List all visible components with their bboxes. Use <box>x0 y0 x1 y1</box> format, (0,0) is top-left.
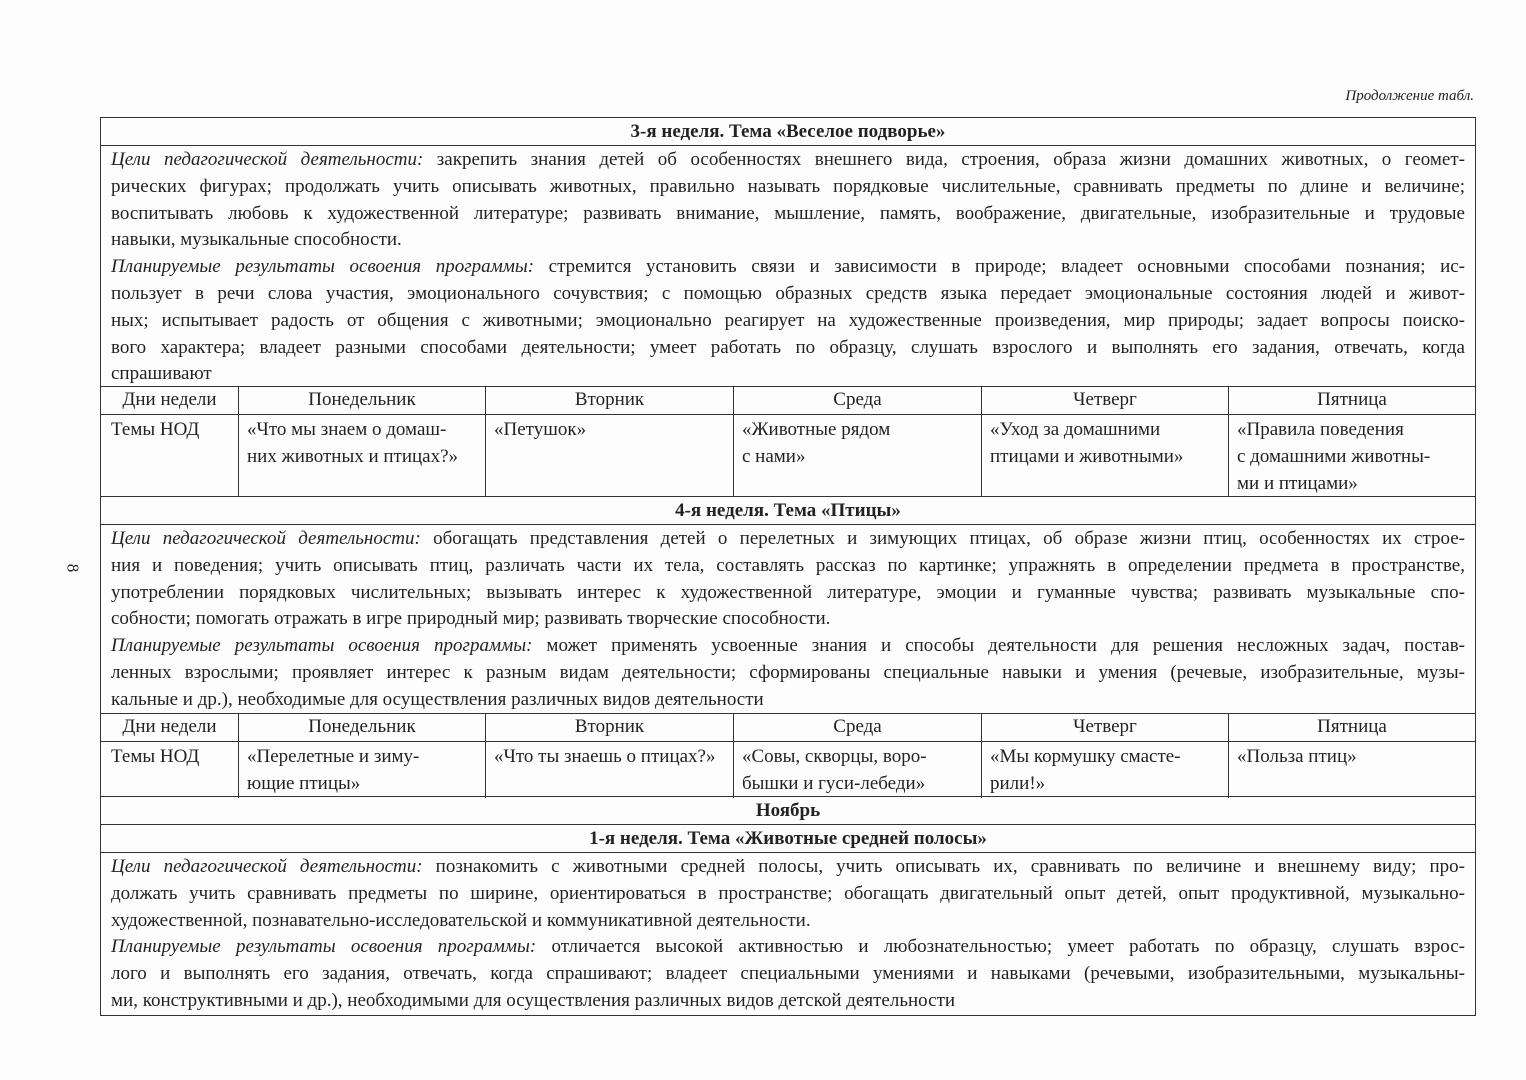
day-header: Понедельник <box>239 387 486 414</box>
day-header: Пятница <box>1317 716 1387 737</box>
results-line <box>111 281 1465 308</box>
topic-cell <box>982 415 1229 497</box>
days-label: Дни недели <box>101 387 239 414</box>
results-line <box>111 988 1465 1015</box>
results-line-text: лого и выполнять его задания, отвечать, когда спрашивают; владеет специальными умениями и навыками (речевыми, изобразительными, музыкальны- <box>111 963 1465 985</box>
day-header: Понедельник <box>239 714 486 741</box>
goals-line-text: навыки, музыкальные способности. <box>111 229 402 251</box>
goals-line <box>111 606 1465 633</box>
results-line <box>111 254 1465 281</box>
topic-line: с нами» <box>742 445 806 467</box>
results-line-text: вого характера; владеет разными способами деятельности; умеет работать по образцу, слушать взрослого и выполнять его задания, отвечать, когда <box>111 336 1465 358</box>
topic-line: с домашними животны- <box>1237 445 1431 467</box>
day-header: Четверг <box>982 387 1229 414</box>
topic-line: «Совы, скворцы, воро- <box>742 746 927 767</box>
continuation-note: Продолжение табл. <box>1345 88 1474 104</box>
topic-cell <box>734 415 982 497</box>
days-header-row <box>101 714 1475 742</box>
topic-line: «Правила поведения <box>1237 419 1404 440</box>
goals-label: Цели педагогической деятельности: <box>111 856 423 877</box>
goals-line <box>111 580 1465 607</box>
topic-line: ми и птицами» <box>1237 472 1358 494</box>
results-line-text: пользует в речи слова участия, эмоционального сочувствия; с помощью образных средств языка передает эмоциональные состояния людей и живот- <box>111 282 1465 304</box>
goals-line-text: собности; помогать отражать в игре природный мир; развивать творческие способности. <box>111 608 831 630</box>
goals-line-text: закрепить знания детей об особенностях внешнего вида, строения, образа жизни домашних животных, о геомет- <box>423 149 1465 170</box>
results-line <box>111 961 1465 988</box>
topic-line: «Польза птиц» <box>1237 746 1357 767</box>
topic-line: птицами и животными» <box>990 445 1184 467</box>
topic-line: «Петушок» <box>494 419 587 440</box>
goals-line <box>111 174 1465 201</box>
day-header: Четверг <box>982 714 1229 741</box>
results-label: Планируемые результаты освоения программы: <box>111 936 537 958</box>
topic-line: ющие птицы» <box>247 772 361 794</box>
results-line <box>111 660 1465 687</box>
results-line <box>111 633 1465 660</box>
topic-line: «Мы кормушку смасте- <box>990 746 1181 767</box>
topic-line: «Что ты знаешь о птицах?» <box>494 746 716 767</box>
results-line <box>111 308 1465 335</box>
week-description <box>101 525 1475 714</box>
results-line <box>111 335 1465 362</box>
topic-cell <box>486 742 734 798</box>
topic-cell <box>734 742 982 798</box>
goals-line <box>111 227 1465 254</box>
day-header: Среда <box>734 387 982 414</box>
week-description <box>101 146 1475 387</box>
topic-line: «Перелетные и зиму- <box>247 746 420 767</box>
results-line <box>111 687 1465 714</box>
goals-line-text: познакомить с животными средней полосы, учить описывать их, сравнивать по величине и внешнему виду; про- <box>422 856 1465 877</box>
results-line-text: ных; испытывает радость от общения с животными; эмоционально реагирует на художественные произведения, мир природы; задает вопросы поиско- <box>111 309 1465 331</box>
goals-line-text: употреблении порядковых числительных; вызывать интерес к художественной литературе, эмоции и гуманные чувства; развивать музыкальные спо- <box>111 581 1465 603</box>
topic-line: бышки и гуси-лебеди» <box>742 772 926 794</box>
topic-line: «Уход за домашними <box>990 419 1161 440</box>
goals-label: Цели педагогической деятельности: <box>111 528 421 549</box>
goals-line <box>111 553 1465 580</box>
topic-line: «Животные рядом <box>742 419 891 440</box>
week-header: 3-я неделя. Тема «Веселое подворье» <box>101 118 1475 146</box>
week-description <box>101 853 1475 1015</box>
results-line-text: может применять усвоенные знания и способы деятельности для решения несложных задач, постав- <box>532 635 1466 657</box>
topic-cell <box>239 415 486 497</box>
goals-line-text: воспитывать любовь к художественной литературе; развивать внимание, мышление, память, воображение, двигательные, изобразительные и трудовые <box>111 202 1465 224</box>
day-header: Среда <box>734 714 982 741</box>
topic-line: них животных и птицах?» <box>247 445 459 467</box>
day-header: Вторник <box>486 714 734 741</box>
results-line-text: ленных взрослыми; проявляет интерес к разным видам деятельности; сформированы специальные навыки и умения (речевые, изобразительные, музы- <box>111 661 1465 683</box>
plan-table <box>100 117 1476 1016</box>
results-line-text: кальные и др.), необходимые для осуществления различных видов деятельности <box>111 688 764 710</box>
results-line-text: ми, конструктивными и др.), необходимыми для осуществления различных видов детской деятельности <box>111 989 956 1011</box>
results-label: Планируемые результаты освоения программы: <box>111 635 533 657</box>
goals-line <box>111 201 1465 228</box>
topic-cell <box>982 742 1229 798</box>
goals-label: Цели педагогической деятельности: <box>111 149 424 170</box>
goals-line-text: должать учить сравнивать предметы по ширине, ориентироваться в пространстве; обогащать двигательный опыт детей, опыт продуктивной, музыкально- <box>111 882 1465 904</box>
week-header: 4-я неделя. Тема «Птицы» <box>101 497 1475 525</box>
goals-line <box>111 147 1465 174</box>
results-line <box>111 934 1465 961</box>
week-header: 1-я неделя. Тема «Животные средней полосы» <box>101 825 1475 853</box>
topics-row <box>101 415 1475 497</box>
month-header: Ноябрь <box>101 797 1475 825</box>
days-label: Дни недели <box>101 714 239 741</box>
topics-row <box>101 742 1475 797</box>
goals-line-text: рических фигурах; продолжать учить описывать животных, правильно называть порядковые числительные, сравнивать предметы по длине и величине; <box>111 175 1465 197</box>
results-line-text: отличается высокой активностью и любознательностью; умеет работать по образцу, слушать взрос- <box>536 936 1465 958</box>
goals-line <box>111 881 1465 908</box>
goals-line <box>111 526 1465 553</box>
goals-line <box>111 854 1465 881</box>
topic-cell <box>239 742 486 798</box>
days-header-row <box>101 387 1475 415</box>
results-line <box>111 361 1465 388</box>
goals-line-text: художественной, познавательно-исследовательской и коммуникативной деятельности. <box>111 909 811 931</box>
topic-cell <box>1229 742 1475 798</box>
goals-line <box>111 908 1465 935</box>
topic-line: рили!» <box>990 772 1046 794</box>
topic-cell <box>1229 415 1475 497</box>
day-header: Вторник <box>486 387 734 414</box>
page-number: 8 <box>63 563 83 573</box>
topics-label: Темы НОД <box>101 742 239 798</box>
results-label: Планируемые результаты освоения программы: <box>111 256 535 278</box>
day-header: Пятница <box>1317 389 1387 410</box>
results-line-text: стремится установить связи и зависимости в природе; владеет основными способами познания; ис- <box>534 256 1465 278</box>
goals-line-text: обогащать представления детей о перелетных и зимующих птицах, об образе жизни птиц, особенностях их строе- <box>420 528 1465 549</box>
topics-label: Темы НОД <box>101 415 239 497</box>
topic-cell <box>486 415 734 497</box>
results-line-text: спрашивают <box>111 363 212 385</box>
topic-line: «Что мы знаем о домаш- <box>247 419 447 440</box>
goals-line-text: ния и поведения; учить описывать птиц, различать части их тела, составлять рассказ по картинке; упражнять в определении предмета в пространстве, <box>111 554 1465 576</box>
